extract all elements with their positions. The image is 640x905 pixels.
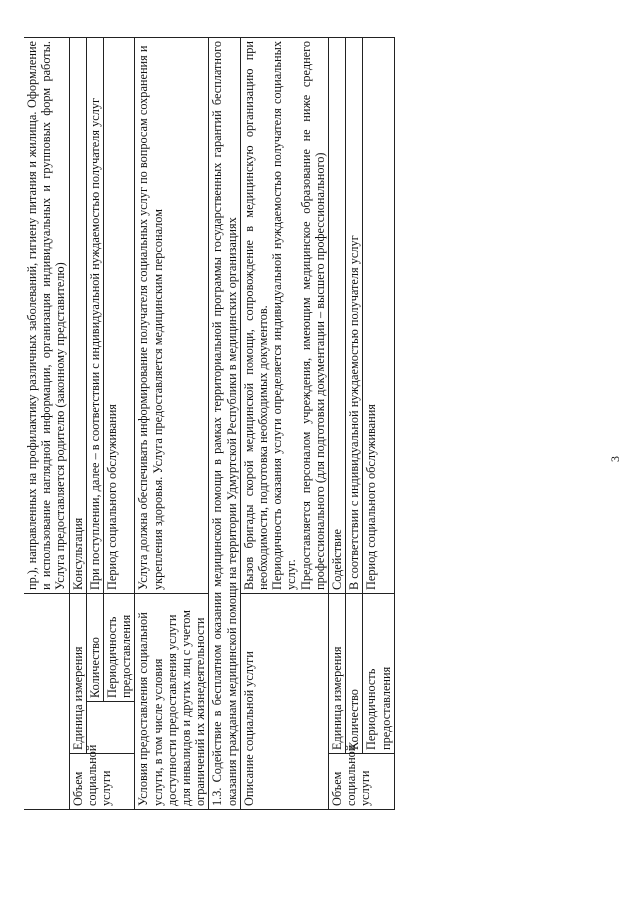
table-row [24, 37, 69, 809]
table-row [240, 37, 328, 809]
quantity-label: Количество [346, 593, 363, 753]
conditions-label: Условия предоставления социальной услуги, в том числе условия доступности предоставления услуги для инвалидов и других лиц с учетом ограничений их жизнедеятельности [135, 593, 209, 809]
description-tail-text: пр.), направленных на профилактику различных заболеваний, гигиену питания и жилища. Оформление и использование наглядной информации, организация индивидуальных и групповых форм работы. Услуга предоставляется родителю (законному представителю) [24, 37, 69, 593]
description-paragraph: Вызов бригады скорой медицинской помощи, сопровождение в медицинскую организацию при необходимости, подготовка необходимых документов. [241, 40, 271, 590]
volume-label: Объем социальной услуги [329, 754, 395, 810]
quantity-value: В соответствии с индивидуальной нуждаемостью получателя услуг [346, 37, 363, 593]
periodicity-label: Периодичность предоставления [104, 593, 135, 701]
table-row [363, 37, 394, 809]
table-row [69, 37, 86, 809]
quantity-label: Количество [86, 593, 103, 701]
table-row [135, 37, 209, 809]
periodicity-value: Период социального обслуживания [104, 37, 135, 593]
description-paragraph: Предоставляется персоналом учреждения, имеющим медицинское образование не ниже среднего профессионального (для подготовки документации – высшего профессионального) [298, 40, 327, 590]
unit-label: Единица измерения [69, 593, 86, 753]
table-cell-empty [24, 593, 69, 809]
section-title: 1.3. Содействие в бесплатном оказании медицинской помощи в рамках территориальной программы государственных гарантий бесплатного оказания гражданам медицинской помощи на территории Удмуртской Республики в медицинских организациях [209, 37, 240, 809]
table-row [86, 37, 103, 809]
unit-value: Содействие [329, 37, 346, 593]
table-row [209, 37, 240, 809]
quantity-value: При поступлении, далее – в соответствии с индивидуальной нуждаемостью получателя услуг [86, 37, 103, 593]
table-row [329, 37, 346, 809]
description-label: Описание социальной услуги [240, 593, 328, 809]
unit-label: Единица измерения [329, 593, 346, 753]
periodicity-label: Периодичность предоставления [363, 593, 394, 753]
description-paragraph: Периодичность оказания услуги определяется индивидуальной нуждаемостью получателя социальных услуг. [270, 40, 299, 590]
page-number: 3 [608, 456, 622, 462]
table-row [346, 37, 363, 809]
unit-value: Консультация [69, 37, 86, 593]
service-table [24, 37, 395, 810]
table-row [104, 37, 135, 809]
description-value [240, 37, 328, 593]
volume-label: Объем социальной услуги [69, 754, 135, 810]
periodicity-value: Период социального обслуживания [363, 37, 394, 593]
conditions-value: Услуга должна обеспечивать информирование получателя социальных услуг по вопросам сохранения и укрепления здоровья. Услуга предоставляется медицинским персоналом [135, 37, 209, 593]
